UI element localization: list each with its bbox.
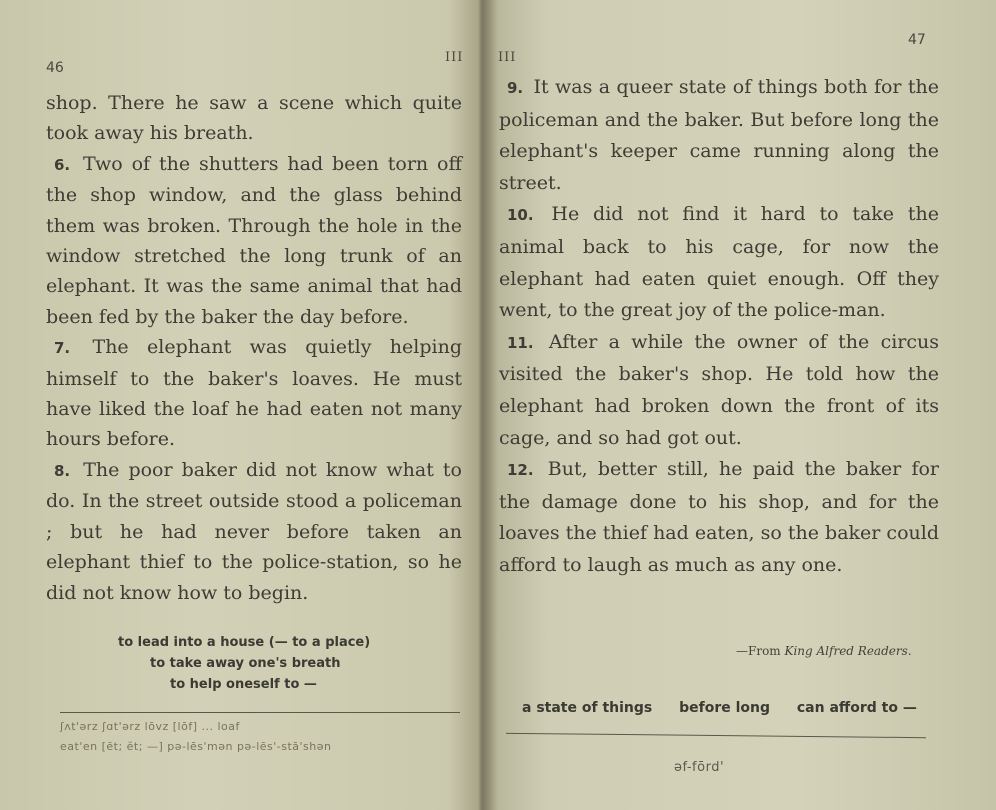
attribution-prefix: —From: [736, 644, 785, 658]
page-number-left: 46: [46, 60, 64, 76]
paragraph-9: [499, 72, 939, 199]
paragraph-12: [499, 454, 939, 581]
paragraph-text: After a while the owner of the circus visited the baker's shop. He told how the elephant had broken down the front of its cage, and so had got out.: [499, 330, 940, 449]
paragraph-8: [46, 455, 462, 608]
paragraph-text: He did not find it hard to take the animal back to his cage, for now the elephant had eaten quiet enough. Off they went, to the great joy of the police-man.: [499, 203, 939, 322]
paragraph-text: The elephant was quietly helping himself to the baker's loaves. He must have liked the loaf he had eaten not many hours before.: [46, 336, 462, 451]
paragraph-6: [46, 149, 462, 332]
phrase-item: to take away one's breath: [150, 656, 341, 671]
vocab-item: a state of things: [522, 700, 653, 716]
paragraph-text: The poor baker did not know what to do. In the street outside stood a policeman ; but he had never before taken an elephant thief to the police-station, so he did not know how to begin.: [46, 458, 462, 604]
paragraph-number: 8.: [54, 461, 71, 480]
paragraph-number: 9.: [507, 79, 524, 97]
vocab-list: [522, 700, 939, 716]
vocab-item: before long: [679, 700, 770, 716]
page-number-right: 47: [908, 32, 926, 48]
divider-rule: [506, 733, 926, 738]
phrase-list: [118, 632, 370, 695]
paragraph-number: 12.: [507, 461, 534, 480]
paragraph-text: It was a queer state of things both for the policeman and the baker. But before long the elephant's keeper came running along the street.: [499, 76, 939, 194]
phrase-item: to lead into a house (— to a place): [118, 635, 371, 650]
paragraph-number: 10.: [507, 206, 534, 225]
right-body-text: [499, 72, 939, 582]
pronunciation-line: əf-fōrd': [674, 760, 725, 775]
paragraph: [46, 88, 462, 149]
paragraph-number: 6.: [54, 155, 71, 174]
paragraph-text: shop. There he saw a scene which quite took away his breath.: [46, 92, 462, 145]
left-body-text: [46, 88, 462, 608]
paragraph-text: Two of the shutters had been torn off the shop window, and the glass behind them was broken. Through the hole in the window stretched the long trunk of an elephant. It was the same animal that had been fed by the baker the day before.: [46, 152, 462, 328]
right-page: [486, 0, 996, 810]
paragraph-number: 11.: [507, 333, 534, 352]
pronunciation-line: eat'en [ēt; ĕt; —] pə-lēs'mən pə-lēs'-stā'shən: [60, 740, 332, 753]
pronunciation-line: ʃʌt'ərz ʃɑt'ərz lōvz [lōf] ... loaf: [60, 720, 240, 733]
paragraph-7: [46, 332, 462, 455]
running-head-left: III: [445, 50, 464, 65]
paragraph-10: [499, 199, 939, 326]
left-page: [0, 0, 478, 810]
phrase-item: to help oneself to —: [170, 677, 317, 692]
divider-rule: [60, 712, 460, 713]
running-head-right: III: [498, 50, 517, 65]
vocab-item: can afford to —: [796, 700, 917, 716]
paragraph-text: But, better still, he paid the baker for the damage done to his shop, and for the loaves the thief had eaten, so the baker could afford to laugh as much as any one.: [499, 458, 939, 576]
paragraph-number: 7.: [54, 339, 71, 358]
attribution: [736, 644, 912, 658]
paragraph-11: [499, 327, 939, 454]
attribution-source: King Alfred Readers.: [784, 644, 912, 658]
